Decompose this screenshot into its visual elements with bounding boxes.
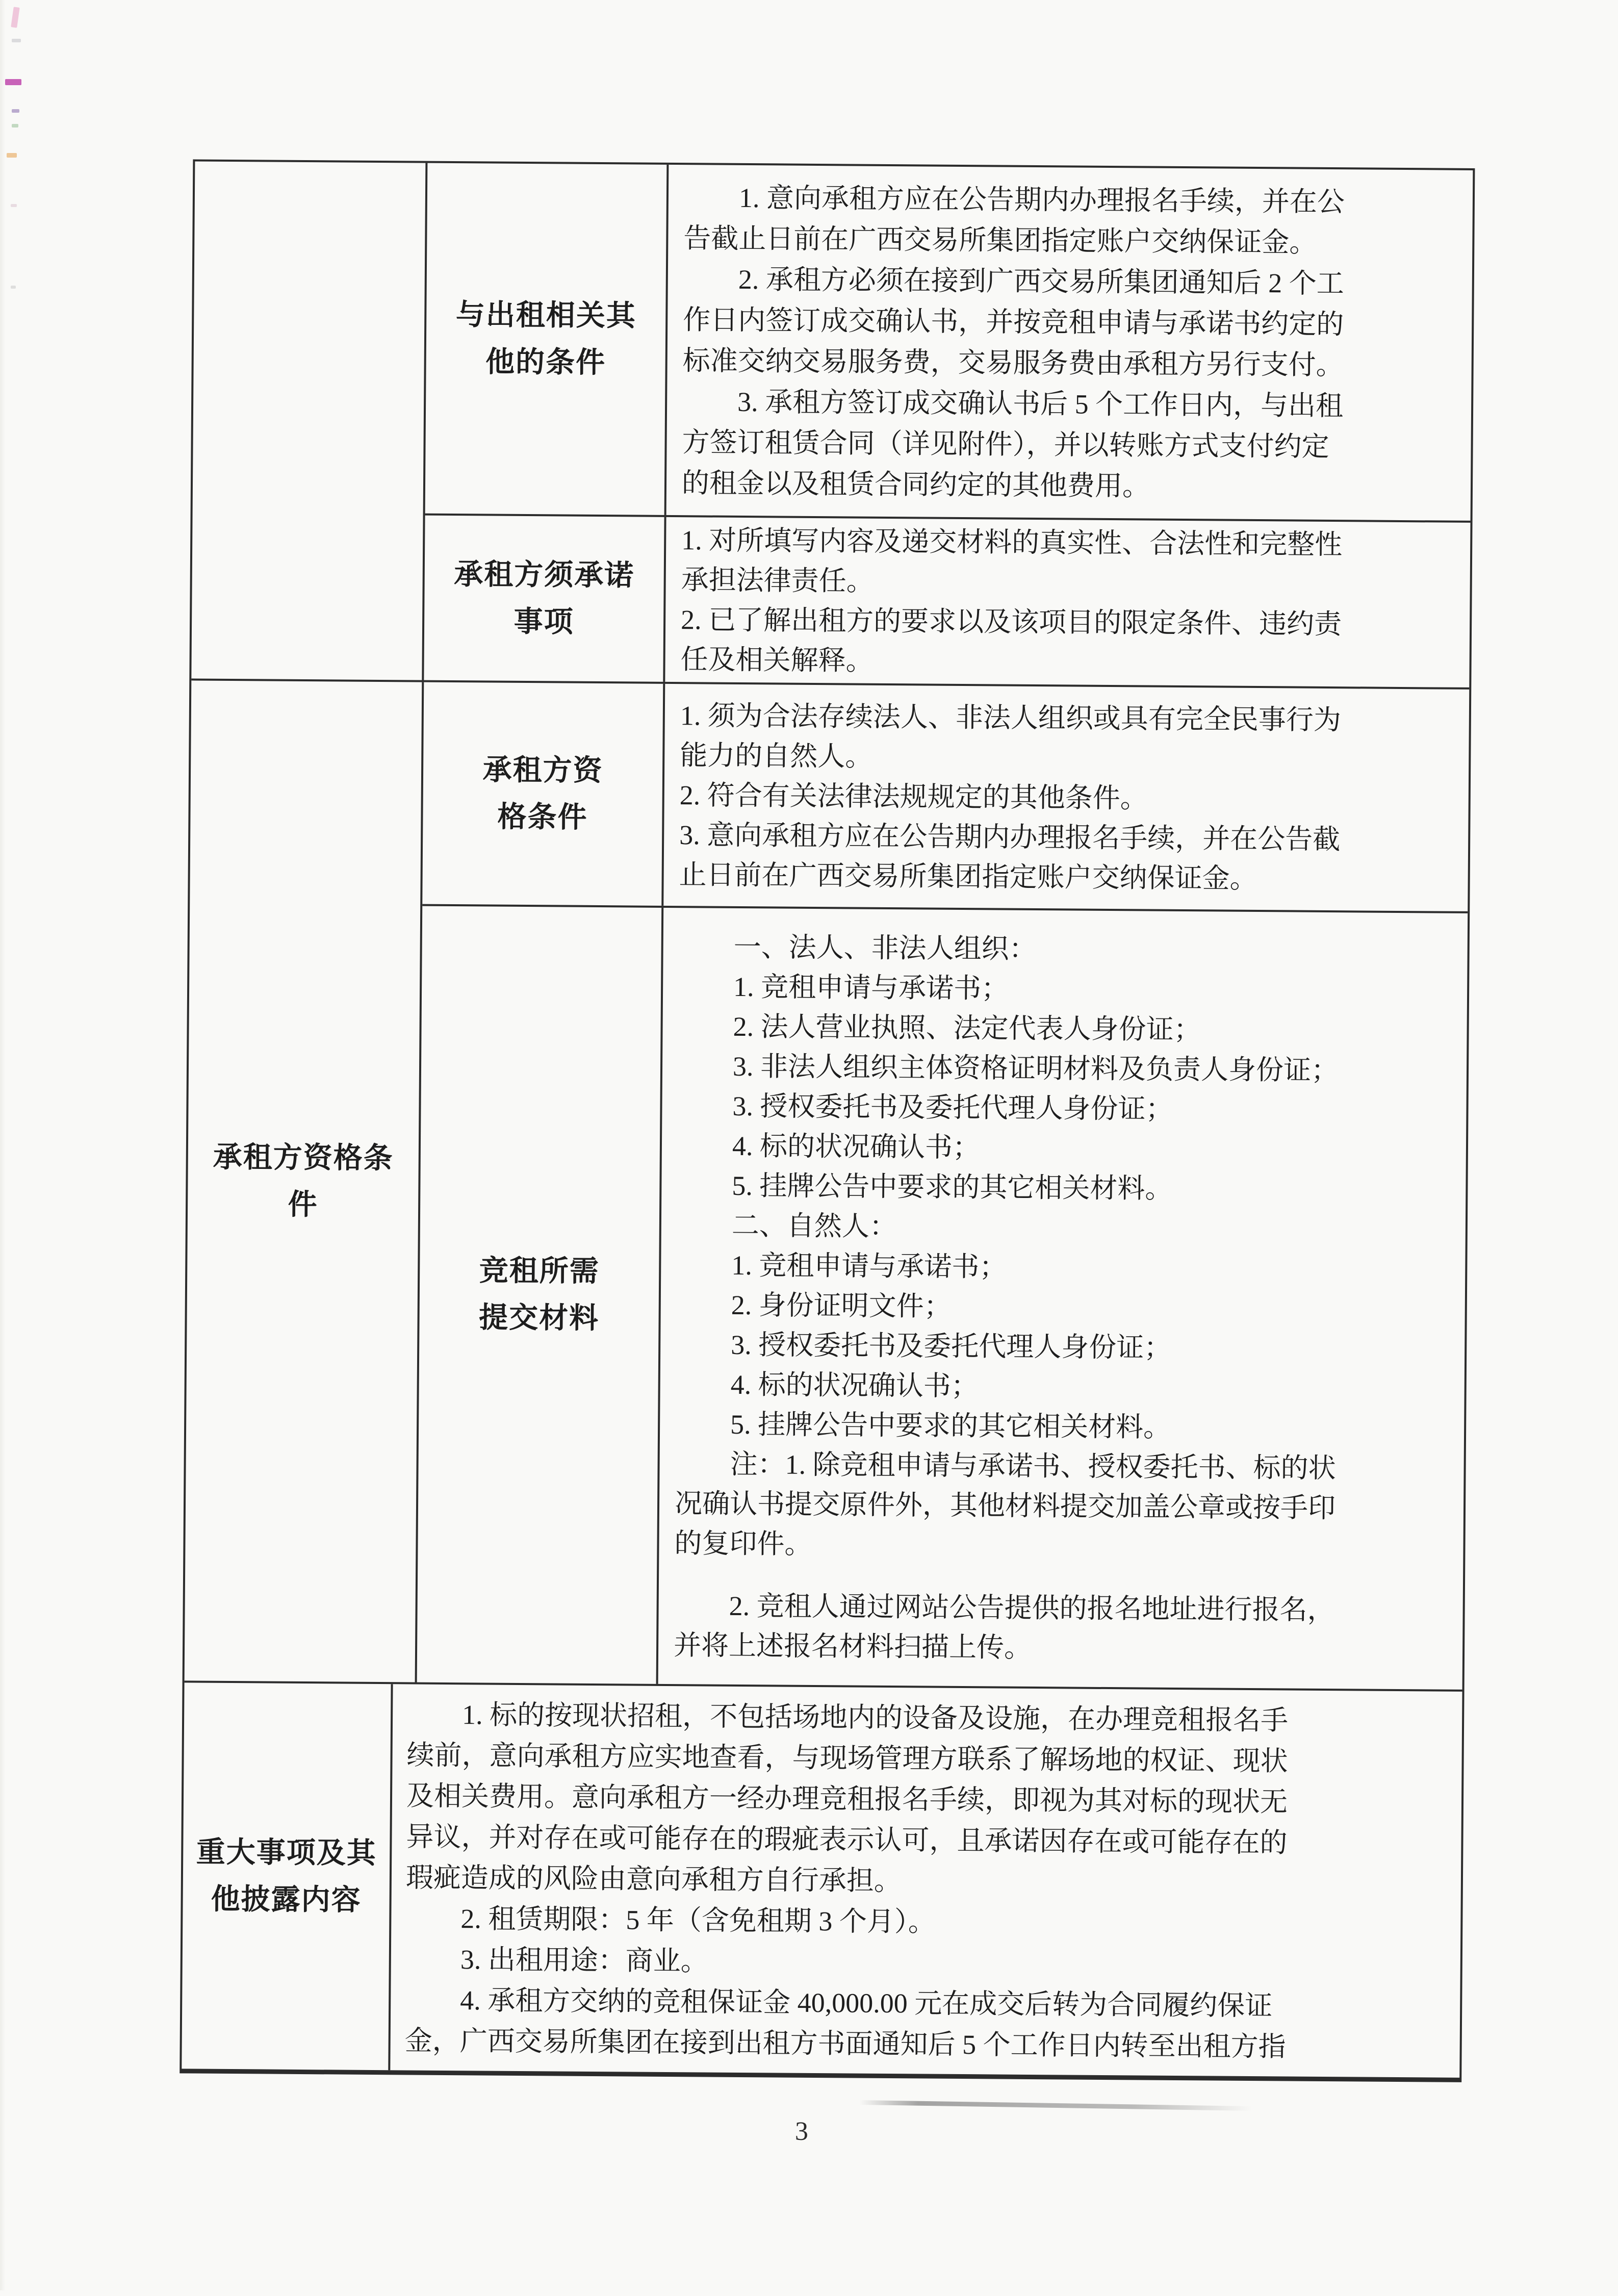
cell-label-qualification-conditions: [422, 682, 665, 906]
cell-empty-continuation: [191, 161, 427, 680]
paragraph: 5. 挂牌公告中要求的其它相关材料。: [675, 1409, 1171, 1443]
row-qualification-conditions: [422, 682, 1469, 911]
paragraph: 4. 标的状况确认书；: [675, 1369, 979, 1402]
paragraph: 5. 挂牌公告中要求的其它相关材料。: [677, 1170, 1173, 1204]
paragraph: 3. 意向承租方应在公告期内办理报名手续，并在公告截 止日前在广西交易所集团指定账户交纳保证金。: [679, 819, 1341, 894]
paragraph: 1. 须为合法存续法人、非法人组织或具有完全民事行为 能力的自然人。: [680, 700, 1342, 772]
paragraph: 2. 竞租人通过网站公告提供的报名地址进行报名， 并将上述报名材料扫描上传。: [673, 1590, 1335, 1663]
row-label: 竞租所需 提交材料: [478, 1255, 600, 1335]
band-3-stack: [417, 682, 1470, 1690]
cell-content-major-matters-disclosure: [390, 1684, 1462, 2078]
paragraph: 1. 对所填写内容及递交材料的真实性、合法性和完整性 承担法律责任。: [681, 524, 1343, 597]
paragraph: 3. 承租方签订成交确认书后 5 个工作日内，与出租 方签订租赁合同（详见附件），并以转账方式支付约定 的租金以及租赁合同约定的其他费用。: [681, 386, 1344, 502]
row-label: 承租方须承诺 事项: [454, 558, 635, 639]
paragraph: 注：1. 除竞租申请与承诺书、授权委托书、标的状 况确认书提交原件外，其他材料提交加盖公章或按手印 的复印件。: [674, 1448, 1336, 1560]
table-band-lease-conditions: [191, 161, 1473, 687]
paragraph: 2. 符合有关法律法规规定的其他条件。: [679, 779, 1148, 814]
paragraph: 一、法人、非法人组织：: [678, 931, 1037, 965]
cell-content-lessee-commitments: [665, 517, 1470, 687]
paragraph: 2. 身份证明文件；: [676, 1289, 952, 1322]
paragraph: 2. 法人营业执照、法定代表人身份证；: [678, 1011, 1201, 1045]
paragraph: 1. 竞租申请与承诺书；: [676, 1249, 1007, 1283]
paragraph: 2. 租赁期限：5 年（含免租期 3 个月）。: [405, 1902, 936, 1937]
cell-label-lessee-commitments: [424, 516, 666, 682]
page-number: 3: [794, 2116, 809, 2146]
row-lessee-commitments: [424, 514, 1470, 687]
paragraph: 3. 出租用途：商业。: [405, 1943, 709, 1977]
row-label: 与出租相关其 他的条件: [455, 298, 637, 379]
row-other-lease-related-conditions: [425, 163, 1473, 521]
paragraph: 3. 非法人组织主体资格证明材料及负责人身份证；: [677, 1051, 1339, 1086]
paragraph: 二、自然人：: [676, 1210, 897, 1242]
cell-content-bidding-materials: [658, 908, 1468, 1690]
paragraph: 1. 意向承租方应在公告期内办理报名手续，并在公 告截止日前在广西交易所集团指定账户交纳保证金。: [683, 182, 1345, 258]
paragraph: 1. 竞租申请与承诺书；: [678, 971, 1009, 1004]
paragraph: 3. 授权委托书及委托代理人身份证；: [676, 1329, 1172, 1363]
row-major-matters-disclosure: [182, 1680, 1462, 2077]
row-bidding-materials: [417, 904, 1468, 1690]
table-band-lessee-qualification: [185, 678, 1470, 1689]
paragraph: 3. 授权委托书及委托代理人身份证；: [677, 1090, 1173, 1125]
paragraph: 2. 承租方必须在接到广西交易所集团通知后 2 个工 作日内签订成交确认书，并按竞租申请与承诺书约定的 标准交纳交易服务费，交易服务费由承租方另行支付。: [682, 263, 1345, 380]
cell-content-qualification-conditions: [663, 684, 1469, 911]
band-12-stack: [424, 163, 1473, 687]
cell-label-bidding-materials: [417, 906, 664, 1684]
paragraph: 4. 承租方交纳的竞租保证金 40,000.00 元在成交后转为合同履约保证 金，广西交易所集团在接到出租方书面通知后 5 个工作日内转至出租方指: [404, 1984, 1286, 2062]
paragraph: 2. 已了解出租方的要求以及该项目的限定条件、违约责 任及相关解释。: [680, 604, 1342, 676]
row-label: 承租方资 格条件: [482, 753, 603, 834]
paragraph: 1. 标的按现状招租，不包括场地内的设备及设施，在办理竞租报名手 续前，意向承租方应实地查看，与现场管理方联系了解场地的权证、现状 及相关费用。意向承租方一经办理竞租报名手续，即视为其对标的现状无 异议，并对存在或可能存在的瑕疵表示认可，且承诺因存在或可能存在的 瑕疵造成的风险由意向承租方自行承担。: [405, 1698, 1289, 1896]
cell-label-lessee-qualification-group: [185, 680, 424, 1682]
row-label: 重大事项及其 他披露内容: [196, 1836, 377, 1917]
cell-label-other-lease-related-conditions: [425, 163, 669, 515]
row-label: 承租方资格条 件: [213, 1141, 394, 1221]
cell-label-major-matters-disclosure: [182, 1682, 393, 2070]
announcement-table: [179, 159, 1475, 2082]
paragraph: 4. 标的状况确认书；: [677, 1130, 981, 1163]
cell-content-other-lease-related-conditions: [666, 165, 1473, 521]
